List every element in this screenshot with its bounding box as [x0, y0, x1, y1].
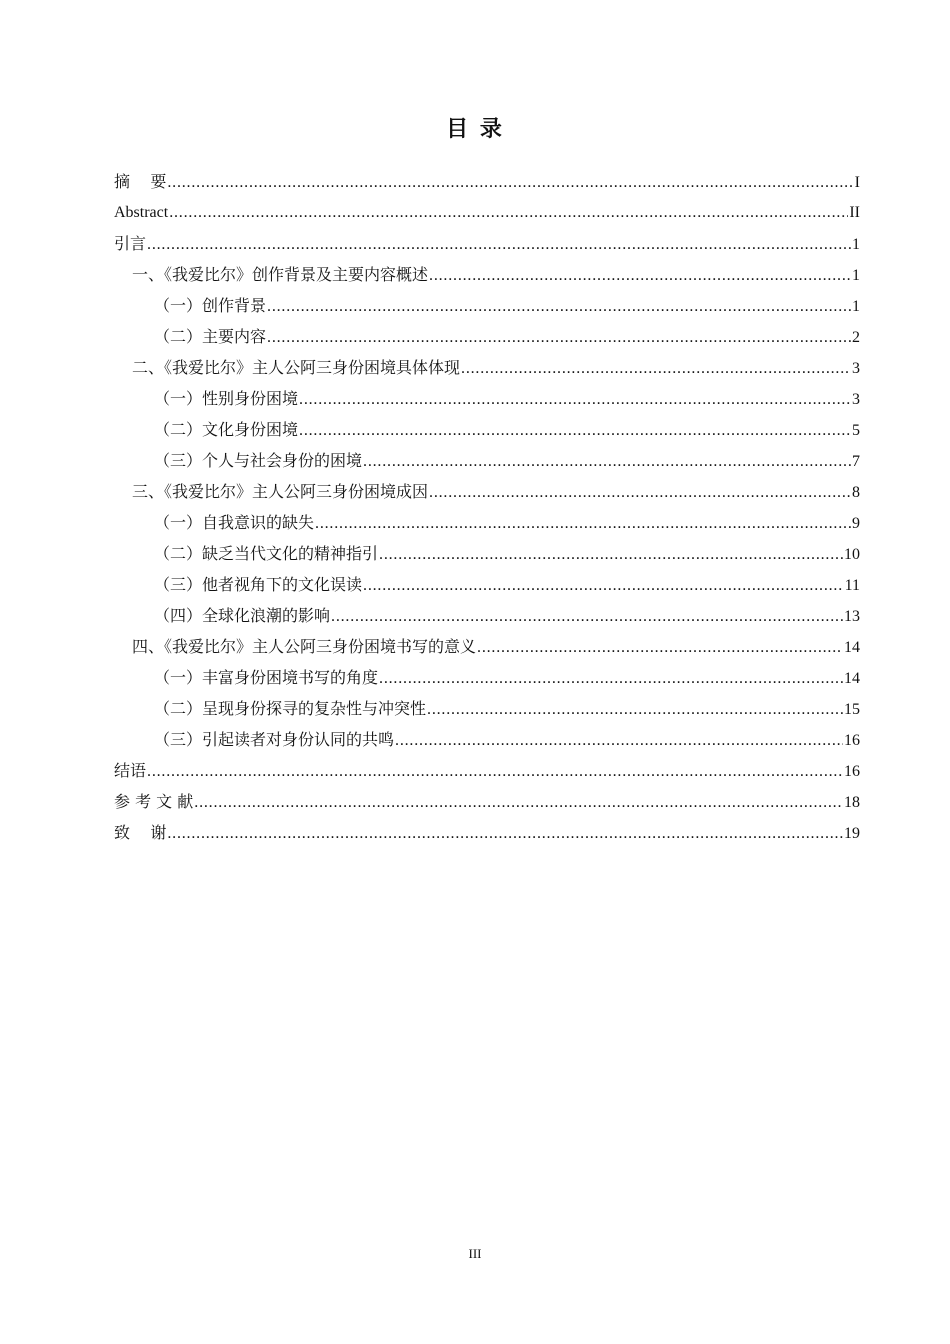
toc-entry-page: 2	[852, 329, 860, 346]
toc-entry-page: I	[854, 174, 860, 191]
dot-leader	[477, 636, 843, 660]
toc-entry-label: 二、《我爱比尔》主人公阿三身份困境具体体现	[132, 358, 461, 377]
toc-entry-label: 引言	[114, 234, 147, 253]
toc-entry-section-4-1[interactable]	[114, 666, 860, 697]
toc-entry-label: 一、《我爱比尔》创作背景及主要内容概述	[132, 265, 429, 284]
toc-entry-page: 8	[852, 484, 860, 501]
dot-leader	[363, 574, 844, 598]
toc-entry-section-2-2[interactable]	[114, 418, 860, 449]
toc-entry-page: 16	[844, 732, 860, 749]
toc-entry-label: 摘 要	[114, 172, 167, 191]
toc-entry-label: （三）引起读者对身份认同的共鸣	[154, 730, 395, 749]
toc-entry-page: 1	[852, 298, 860, 315]
dot-leader	[167, 171, 853, 195]
page-title: 目 录	[446, 116, 504, 142]
toc-entry-label: （一）自我意识的缺失	[154, 513, 315, 532]
toc-entry-page: 16	[844, 763, 860, 780]
toc-entry-page: 11	[844, 577, 860, 594]
dot-leader	[429, 264, 851, 288]
dot-leader	[267, 326, 851, 350]
dot-leader	[194, 791, 843, 815]
toc-entry-page: 18	[844, 794, 860, 811]
toc-entry-chapter-1[interactable]	[114, 263, 860, 294]
dot-leader	[147, 760, 843, 784]
toc-entry-label: （三）个人与社会身份的困境	[154, 451, 363, 470]
toc-entry-page: 5	[852, 422, 860, 439]
toc-entry-label: Abstract	[114, 204, 169, 221]
toc-entry-label: （二）呈现身份探寻的复杂性与冲突性	[154, 699, 427, 718]
dot-leader	[363, 450, 851, 474]
toc-entry-page: 3	[852, 391, 860, 408]
dot-leader	[267, 295, 851, 319]
toc-entry-introduction[interactable]	[114, 232, 860, 263]
toc-entry-page: 1	[852, 236, 860, 253]
toc-entry-page: 14	[844, 639, 860, 656]
toc-entry-section-3-3[interactable]	[114, 573, 860, 604]
toc-entry-abstract-cn[interactable]	[114, 170, 860, 201]
toc-entry-label: 三、《我爱比尔》主人公阿三身份困境成因	[132, 482, 429, 501]
toc-entry-label: 结语	[114, 761, 147, 780]
toc-entry-label: 参 考 文 献	[114, 792, 194, 811]
toc-entry-page: 19	[844, 825, 860, 842]
dot-leader	[331, 605, 843, 629]
toc-entry-label: （一）性别身份困境	[154, 389, 299, 408]
toc-entry-conclusion[interactable]	[114, 759, 860, 790]
toc-entry-section-4-2[interactable]	[114, 697, 860, 728]
toc-entry-page: 9	[852, 515, 860, 532]
toc-entry-abstract-en[interactable]	[114, 201, 860, 232]
toc-entry-section-4-3[interactable]	[114, 728, 860, 759]
toc-entry-section-2-3[interactable]	[114, 449, 860, 480]
toc-entry-chapter-3[interactable]	[114, 480, 860, 511]
toc-entry-label: （二）主要内容	[154, 327, 267, 346]
toc-entry-page: II	[849, 204, 860, 221]
dot-leader	[379, 667, 843, 691]
toc-entry-section-1-2[interactable]	[114, 325, 860, 356]
toc-entry-page: 7	[852, 453, 860, 470]
toc-entry-page: 15	[844, 701, 860, 718]
toc-entry-page: 3	[852, 360, 860, 377]
dot-leader	[147, 233, 851, 257]
page-number-footer: III	[468, 1246, 482, 1261]
toc-entry-label: （一）丰富身份困境书写的角度	[154, 668, 379, 687]
dot-leader	[429, 481, 851, 505]
dot-leader	[169, 201, 848, 225]
toc-entry-section-3-1[interactable]	[114, 511, 860, 542]
toc-entry-page: 13	[844, 608, 860, 625]
toc-entry-section-3-4[interactable]	[114, 604, 860, 635]
dot-leader	[427, 698, 843, 722]
toc-entry-label: （三）他者视角下的文化误读	[154, 575, 363, 594]
dot-leader	[299, 388, 851, 412]
toc-entry-references[interactable]	[114, 790, 860, 821]
dot-leader	[167, 822, 843, 846]
toc-entry-page: 1	[852, 267, 860, 284]
dot-leader	[299, 419, 851, 443]
toc-entry-chapter-2[interactable]	[114, 356, 860, 387]
toc-entry-label: 致 谢	[114, 823, 167, 842]
toc-entry-chapter-4[interactable]	[114, 635, 860, 666]
toc-entry-label: （一）创作背景	[154, 296, 267, 315]
toc-entry-section-1-1[interactable]	[114, 294, 860, 325]
toc-entry-label: （二）缺乏当代文化的精神指引	[154, 544, 379, 563]
toc-entry-label: 四、《我爱比尔》主人公阿三身份困境书写的意义	[132, 637, 477, 656]
dot-leader	[395, 729, 843, 753]
dot-leader	[379, 543, 843, 567]
toc-entry-page: 10	[844, 546, 860, 563]
toc-entry-section-2-1[interactable]	[114, 387, 860, 418]
table-of-contents	[114, 170, 860, 852]
toc-entry-page: 14	[844, 670, 860, 687]
toc-entry-label: （四）全球化浪潮的影响	[154, 606, 331, 625]
toc-entry-acknowledgements[interactable]	[114, 821, 860, 852]
dot-leader	[461, 357, 851, 381]
toc-entry-section-3-2[interactable]	[114, 542, 860, 573]
dot-leader	[315, 512, 851, 536]
toc-entry-label: （二）文化身份困境	[154, 420, 299, 439]
